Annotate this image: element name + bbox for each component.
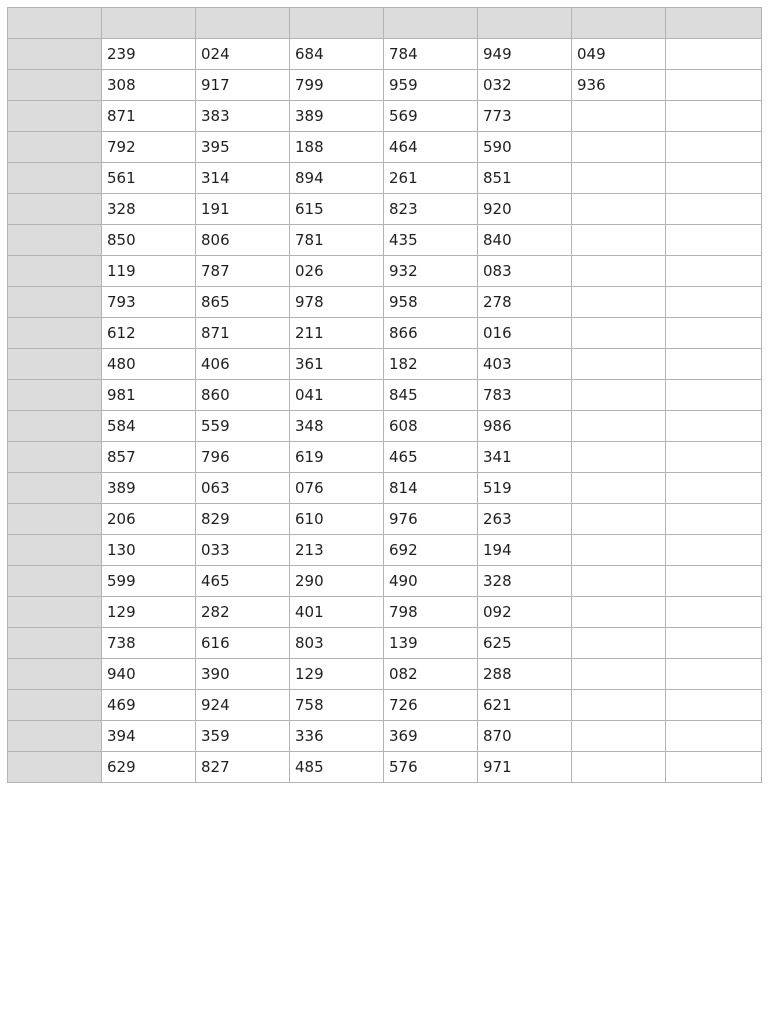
row-header-cell[interactable] xyxy=(8,318,102,349)
column-header-row xyxy=(8,8,762,39)
column-header-cell[interactable] xyxy=(102,8,196,39)
table-cell[interactable] xyxy=(572,318,666,349)
table-cell[interactable]: 041 xyxy=(290,380,384,411)
table-row xyxy=(8,132,762,163)
table-cell[interactable] xyxy=(666,163,762,194)
table-cell[interactable]: 576 xyxy=(384,752,478,783)
table-cell[interactable] xyxy=(666,690,762,721)
table-row xyxy=(8,194,762,225)
table-cell[interactable] xyxy=(666,318,762,349)
table-cell[interactable] xyxy=(666,752,762,783)
table-cell[interactable]: 917 xyxy=(196,70,290,101)
table-cell[interactable]: 829 xyxy=(196,504,290,535)
table-cell[interactable]: 692 xyxy=(384,535,478,566)
table-row xyxy=(8,721,762,752)
table-cell[interactable]: 032 xyxy=(478,70,572,101)
table-cell[interactable]: 261 xyxy=(384,163,478,194)
column-header-cell[interactable] xyxy=(478,8,572,39)
table-cell[interactable]: 519 xyxy=(478,473,572,504)
table-row xyxy=(8,225,762,256)
table-cell[interactable] xyxy=(572,442,666,473)
row-header-cell[interactable] xyxy=(8,287,102,318)
table-cell[interactable]: 792 xyxy=(102,132,196,163)
table-cell[interactable]: 082 xyxy=(384,659,478,690)
table-cell[interactable] xyxy=(572,349,666,380)
table-cell[interactable] xyxy=(572,163,666,194)
table-cell[interactable]: 389 xyxy=(102,473,196,504)
table-cell[interactable]: 278 xyxy=(478,287,572,318)
table-cell[interactable]: 616 xyxy=(196,628,290,659)
table-cell[interactable]: 940 xyxy=(102,659,196,690)
column-header-cell[interactable] xyxy=(290,8,384,39)
table-cell[interactable]: 290 xyxy=(290,566,384,597)
table-cell[interactable]: 783 xyxy=(478,380,572,411)
table-cell[interactable] xyxy=(572,659,666,690)
table-cell[interactable] xyxy=(666,256,762,287)
table-row xyxy=(8,39,762,70)
table-cell[interactable]: 738 xyxy=(102,628,196,659)
table-cell[interactable] xyxy=(572,597,666,628)
table-cell[interactable]: 840 xyxy=(478,225,572,256)
table-cell[interactable]: 978 xyxy=(290,287,384,318)
table-row xyxy=(8,318,762,349)
table-cell[interactable]: 288 xyxy=(478,659,572,690)
table-cell[interactable]: 390 xyxy=(196,659,290,690)
table-cell[interactable]: 403 xyxy=(478,349,572,380)
table-cell[interactable]: 049 xyxy=(572,39,666,70)
table-cell[interactable]: 924 xyxy=(196,690,290,721)
table-row xyxy=(8,442,762,473)
table-cell[interactable]: 213 xyxy=(290,535,384,566)
table-cell[interactable]: 799 xyxy=(290,70,384,101)
table-cell[interactable]: 806 xyxy=(196,225,290,256)
table-row xyxy=(8,752,762,783)
table-cell[interactable] xyxy=(666,39,762,70)
table-cell[interactable]: 590 xyxy=(478,132,572,163)
table-cell[interactable]: 773 xyxy=(478,101,572,132)
table-cell[interactable] xyxy=(572,101,666,132)
table-cell[interactable] xyxy=(666,659,762,690)
table-cell[interactable]: 845 xyxy=(384,380,478,411)
table-cell[interactable]: 016 xyxy=(478,318,572,349)
table-cell[interactable] xyxy=(666,101,762,132)
table-row xyxy=(8,256,762,287)
table-row xyxy=(8,504,762,535)
table-cell[interactable] xyxy=(572,721,666,752)
table-cell[interactable]: 026 xyxy=(290,256,384,287)
table-cell[interactable]: 076 xyxy=(290,473,384,504)
table-cell[interactable]: 033 xyxy=(196,535,290,566)
table-cell[interactable] xyxy=(666,597,762,628)
table-row xyxy=(8,566,762,597)
spreadsheet-grid xyxy=(7,7,761,783)
table-cell[interactable]: 986 xyxy=(478,411,572,442)
row-header-cell[interactable] xyxy=(8,194,102,225)
table-row xyxy=(8,70,762,101)
table-cell[interactable]: 981 xyxy=(102,380,196,411)
table-cell[interactable]: 490 xyxy=(384,566,478,597)
table-cell[interactable]: 920 xyxy=(478,194,572,225)
row-header-cell[interactable] xyxy=(8,70,102,101)
table-cell[interactable] xyxy=(572,473,666,504)
table-cell[interactable]: 971 xyxy=(478,752,572,783)
table-cell[interactable]: 328 xyxy=(102,194,196,225)
row-header-cell[interactable] xyxy=(8,690,102,721)
column-header-cell[interactable] xyxy=(666,8,762,39)
table-cell[interactable]: 569 xyxy=(384,101,478,132)
table-row xyxy=(8,535,762,566)
table-cell[interactable]: 871 xyxy=(196,318,290,349)
row-header-cell[interactable] xyxy=(8,39,102,70)
column-header-cell[interactable] xyxy=(196,8,290,39)
table-cell[interactable]: 394 xyxy=(102,721,196,752)
table-cell[interactable]: 758 xyxy=(290,690,384,721)
table-cell[interactable]: 206 xyxy=(102,504,196,535)
table-cell[interactable]: 361 xyxy=(290,349,384,380)
table-cell[interactable]: 958 xyxy=(384,287,478,318)
table-cell[interactable]: 781 xyxy=(290,225,384,256)
table-cell[interactable]: 629 xyxy=(102,752,196,783)
table-cell[interactable]: 796 xyxy=(196,442,290,473)
table-cell[interactable] xyxy=(666,504,762,535)
table-cell[interactable]: 395 xyxy=(196,132,290,163)
row-header-cell[interactable] xyxy=(8,163,102,194)
row-header-cell[interactable] xyxy=(8,752,102,783)
table-row xyxy=(8,349,762,380)
table-cell[interactable]: 827 xyxy=(196,752,290,783)
table-cell[interactable]: 610 xyxy=(290,504,384,535)
table-cell[interactable]: 348 xyxy=(290,411,384,442)
table-row xyxy=(8,101,762,132)
table-cell[interactable] xyxy=(572,194,666,225)
table-cell[interactable] xyxy=(572,225,666,256)
table-cell[interactable]: 976 xyxy=(384,504,478,535)
table-cell[interactable]: 599 xyxy=(102,566,196,597)
table-cell[interactable]: 894 xyxy=(290,163,384,194)
table-cell[interactable]: 870 xyxy=(478,721,572,752)
table-cell[interactable] xyxy=(572,690,666,721)
row-header-cell[interactable] xyxy=(8,101,102,132)
table-cell[interactable] xyxy=(572,752,666,783)
row-header-cell[interactable] xyxy=(8,659,102,690)
table-cell[interactable] xyxy=(666,535,762,566)
table-cell[interactable]: 191 xyxy=(196,194,290,225)
row-header-cell[interactable] xyxy=(8,566,102,597)
table-cell[interactable]: 465 xyxy=(384,442,478,473)
table-cell[interactable] xyxy=(572,628,666,659)
table-cell[interactable] xyxy=(572,132,666,163)
row-header-cell[interactable] xyxy=(8,473,102,504)
table-cell[interactable]: 464 xyxy=(384,132,478,163)
table-cell[interactable] xyxy=(666,721,762,752)
table-cell[interactable]: 282 xyxy=(196,597,290,628)
column-header-row xyxy=(8,8,762,39)
table-cell[interactable] xyxy=(572,380,666,411)
table-cell[interactable]: 341 xyxy=(478,442,572,473)
table-cell[interactable] xyxy=(666,628,762,659)
table-cell[interactable] xyxy=(572,411,666,442)
table-cell[interactable]: 239 xyxy=(102,39,196,70)
table-row xyxy=(8,411,762,442)
table-cell[interactable]: 621 xyxy=(478,690,572,721)
table-cell[interactable]: 612 xyxy=(102,318,196,349)
table-row xyxy=(8,163,762,194)
row-header-cell[interactable] xyxy=(8,504,102,535)
table-cell[interactable]: 684 xyxy=(290,39,384,70)
table-cell[interactable]: 139 xyxy=(384,628,478,659)
table-cell[interactable]: 211 xyxy=(290,318,384,349)
table-cell[interactable]: 584 xyxy=(102,411,196,442)
table-cell[interactable] xyxy=(666,132,762,163)
table-cell[interactable] xyxy=(666,566,762,597)
table-cell[interactable]: 866 xyxy=(384,318,478,349)
table-cell[interactable]: 814 xyxy=(384,473,478,504)
table-row xyxy=(8,287,762,318)
table-body xyxy=(8,39,762,783)
table-cell[interactable]: 959 xyxy=(384,70,478,101)
table-cell[interactable]: 129 xyxy=(102,597,196,628)
table-cell[interactable]: 798 xyxy=(384,597,478,628)
row-header-cell[interactable] xyxy=(8,225,102,256)
row-header-cell[interactable] xyxy=(8,256,102,287)
table-row xyxy=(8,597,762,628)
table-cell[interactable] xyxy=(666,70,762,101)
table-cell[interactable]: 850 xyxy=(102,225,196,256)
row-header-cell[interactable] xyxy=(8,442,102,473)
table-cell[interactable] xyxy=(572,535,666,566)
table-cell[interactable] xyxy=(666,194,762,225)
table-cell[interactable]: 401 xyxy=(290,597,384,628)
corner-header-cell[interactable] xyxy=(8,8,102,39)
table-cell[interactable]: 469 xyxy=(102,690,196,721)
table-cell[interactable]: 194 xyxy=(478,535,572,566)
table-cell[interactable]: 608 xyxy=(384,411,478,442)
table-cell[interactable]: 485 xyxy=(290,752,384,783)
table-cell[interactable]: 024 xyxy=(196,39,290,70)
table-cell[interactable]: 092 xyxy=(478,597,572,628)
table-cell[interactable]: 949 xyxy=(478,39,572,70)
table-cell[interactable]: 559 xyxy=(196,411,290,442)
table-cell[interactable]: 063 xyxy=(196,473,290,504)
table-cell[interactable]: 182 xyxy=(384,349,478,380)
table-cell[interactable]: 860 xyxy=(196,380,290,411)
table-cell[interactable] xyxy=(666,411,762,442)
table-row xyxy=(8,659,762,690)
table-cell[interactable] xyxy=(666,380,762,411)
table-row xyxy=(8,473,762,504)
table-cell[interactable] xyxy=(572,566,666,597)
table-cell[interactable]: 130 xyxy=(102,535,196,566)
table-cell[interactable]: 787 xyxy=(196,256,290,287)
data-table xyxy=(7,7,762,783)
row-header-cell[interactable] xyxy=(8,380,102,411)
table-cell[interactable]: 129 xyxy=(290,659,384,690)
table-cell[interactable] xyxy=(666,287,762,318)
table-cell[interactable]: 369 xyxy=(384,721,478,752)
table-cell[interactable] xyxy=(666,442,762,473)
table-cell[interactable]: 823 xyxy=(384,194,478,225)
row-header-cell[interactable] xyxy=(8,628,102,659)
table-row xyxy=(8,690,762,721)
table-cell[interactable]: 625 xyxy=(478,628,572,659)
row-header-cell[interactable] xyxy=(8,721,102,752)
table-cell[interactable]: 865 xyxy=(196,287,290,318)
table-cell[interactable]: 308 xyxy=(102,70,196,101)
row-header-cell[interactable] xyxy=(8,597,102,628)
row-header-cell[interactable] xyxy=(8,132,102,163)
table-cell[interactable]: 389 xyxy=(290,101,384,132)
table-cell[interactable] xyxy=(666,349,762,380)
table-cell[interactable]: 803 xyxy=(290,628,384,659)
table-cell[interactable]: 561 xyxy=(102,163,196,194)
row-header-cell[interactable] xyxy=(8,535,102,566)
table-cell[interactable]: 314 xyxy=(196,163,290,194)
table-cell[interactable]: 119 xyxy=(102,256,196,287)
table-cell[interactable]: 857 xyxy=(102,442,196,473)
table-cell[interactable]: 793 xyxy=(102,287,196,318)
table-cell[interactable]: 480 xyxy=(102,349,196,380)
table-row xyxy=(8,628,762,659)
table-cell[interactable]: 619 xyxy=(290,442,384,473)
table-cell[interactable]: 932 xyxy=(384,256,478,287)
table-cell[interactable]: 336 xyxy=(290,721,384,752)
table-cell[interactable]: 383 xyxy=(196,101,290,132)
column-header-cell[interactable] xyxy=(384,8,478,39)
table-cell[interactable]: 936 xyxy=(572,70,666,101)
table-cell[interactable] xyxy=(572,256,666,287)
table-cell[interactable]: 435 xyxy=(384,225,478,256)
table-cell[interactable]: 328 xyxy=(478,566,572,597)
table-cell[interactable]: 359 xyxy=(196,721,290,752)
table-cell[interactable] xyxy=(666,473,762,504)
row-header-cell[interactable] xyxy=(8,349,102,380)
table-cell[interactable]: 851 xyxy=(478,163,572,194)
table-cell[interactable]: 263 xyxy=(478,504,572,535)
table-cell[interactable]: 465 xyxy=(196,566,290,597)
table-cell[interactable]: 871 xyxy=(102,101,196,132)
row-header-cell[interactable] xyxy=(8,411,102,442)
table-cell[interactable]: 784 xyxy=(384,39,478,70)
table-cell[interactable] xyxy=(572,287,666,318)
table-row xyxy=(8,380,762,411)
table-cell[interactable] xyxy=(572,504,666,535)
column-header-cell[interactable] xyxy=(572,8,666,39)
table-cell[interactable]: 726 xyxy=(384,690,478,721)
table-cell[interactable] xyxy=(666,225,762,256)
table-cell[interactable]: 188 xyxy=(290,132,384,163)
table-cell[interactable]: 406 xyxy=(196,349,290,380)
table-cell[interactable]: 083 xyxy=(478,256,572,287)
table-cell[interactable]: 615 xyxy=(290,194,384,225)
